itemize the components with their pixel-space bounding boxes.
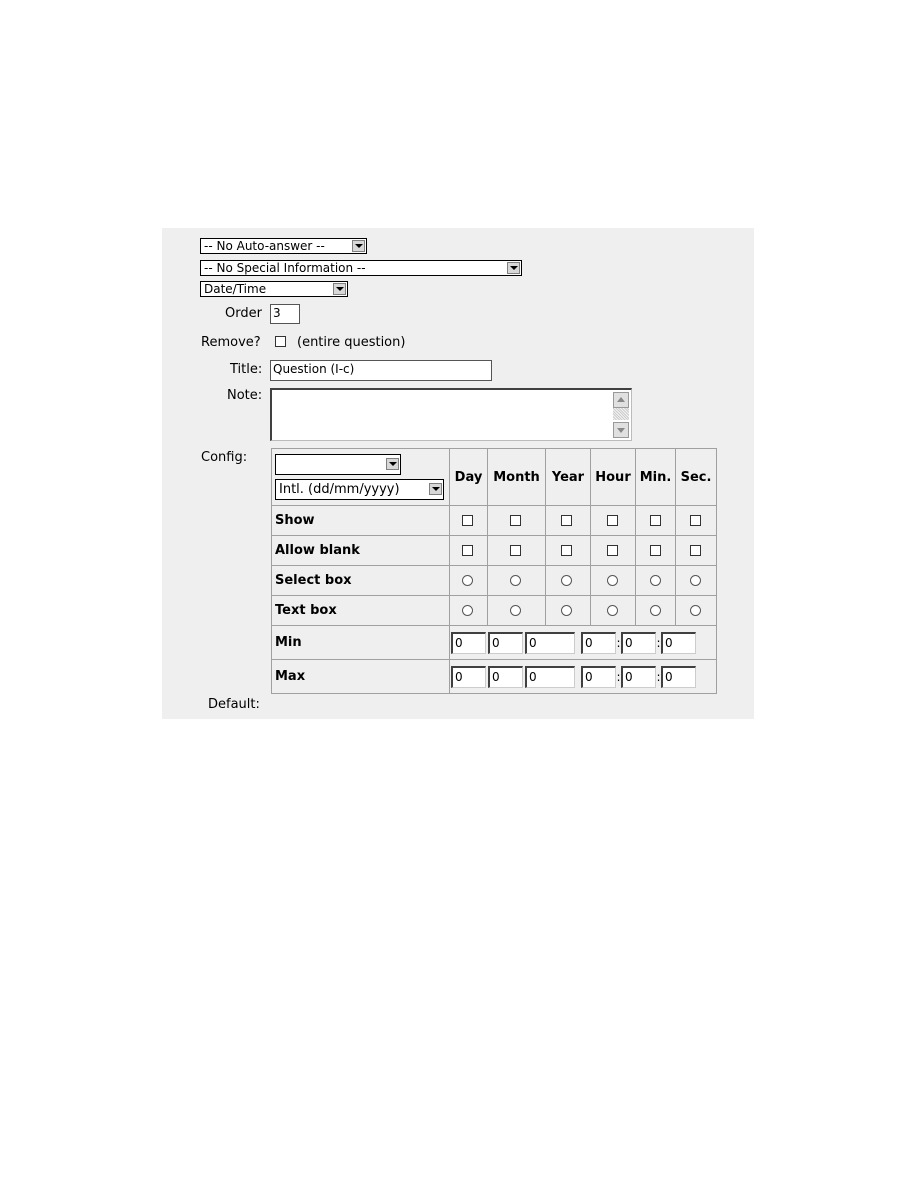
row-label-max: Max [272, 660, 450, 694]
scrollbar-track[interactable] [613, 408, 629, 420]
note-label: Note: [227, 388, 263, 403]
cell [591, 536, 636, 566]
cell [636, 566, 676, 596]
show-hour-checkbox[interactable] [607, 515, 618, 526]
note-textarea[interactable] [270, 388, 632, 441]
chevron-down-icon [507, 262, 520, 274]
row-show [272, 506, 717, 536]
textbox-year-radio[interactable] [561, 605, 572, 616]
min-values-cell [450, 626, 717, 660]
col-header-sec: Sec. [676, 449, 717, 506]
row-min [272, 626, 717, 660]
remove-checkbox[interactable] [275, 336, 286, 347]
show-sec-checkbox[interactable] [690, 515, 701, 526]
chevron-down-icon [352, 240, 365, 252]
blank-min-checkbox[interactable] [650, 545, 661, 556]
selectbox-day-radio[interactable] [462, 575, 473, 586]
time-separator: : [656, 635, 661, 650]
time-separator: : [656, 669, 661, 684]
blank-year-checkbox[interactable] [561, 545, 572, 556]
cell [636, 506, 676, 536]
auto-answer-select[interactable] [200, 238, 367, 254]
scroll-down-icon[interactable] [613, 422, 629, 438]
selectbox-min-radio[interactable] [650, 575, 661, 586]
auto-answer-value: -- No Auto-answer -- [204, 239, 325, 253]
question-type-value: Date/Time [204, 282, 267, 296]
blank-sec-checkbox[interactable] [690, 545, 701, 556]
cell [546, 506, 591, 536]
row-max [272, 660, 717, 694]
textbox-sec-radio[interactable] [690, 605, 701, 616]
blank-hour-checkbox[interactable] [607, 545, 618, 556]
row-label-show: Show [272, 506, 450, 536]
special-info-value: -- No Special Information -- [204, 261, 366, 275]
show-year-checkbox[interactable] [561, 515, 572, 526]
cell [591, 506, 636, 536]
max-values-cell [450, 660, 717, 694]
chevron-down-icon [429, 483, 442, 495]
remove-label: Remove? [201, 335, 261, 350]
col-header-month: Month [488, 449, 546, 506]
special-info-select[interactable] [200, 260, 522, 276]
row-label-allow-blank: Allow blank [272, 536, 450, 566]
col-header-min: Min. [636, 449, 676, 506]
cell [488, 536, 546, 566]
cell [450, 596, 488, 626]
textbox-day-radio[interactable] [462, 605, 473, 616]
cell [488, 566, 546, 596]
selectbox-month-radio[interactable] [510, 575, 521, 586]
show-min-checkbox[interactable] [650, 515, 661, 526]
cell [488, 506, 546, 536]
cell [450, 536, 488, 566]
min-month-input[interactable]: 0 [488, 632, 523, 654]
cell [546, 596, 591, 626]
time-separator: : [616, 669, 621, 684]
textbox-min-radio[interactable] [650, 605, 661, 616]
time-separator: : [616, 635, 621, 650]
config-label: Config: [201, 450, 248, 465]
config-top-select[interactable] [275, 454, 401, 475]
show-month-checkbox[interactable] [510, 515, 521, 526]
max-day-input[interactable]: 0 [451, 666, 486, 688]
cell [676, 596, 717, 626]
scroll-up-icon[interactable] [613, 392, 629, 408]
date-format-select[interactable] [275, 479, 444, 500]
max-year-input[interactable]: 0 [525, 666, 575, 688]
date-format-value: Intl. (dd/mm/yyyy) [279, 482, 400, 497]
max-second-input[interactable]: 0 [661, 666, 696, 688]
max-month-input[interactable]: 0 [488, 666, 523, 688]
cell [450, 506, 488, 536]
textbox-month-radio[interactable] [510, 605, 521, 616]
selectbox-year-radio[interactable] [561, 575, 572, 586]
cell [676, 566, 717, 596]
min-year-input[interactable]: 0 [525, 632, 575, 654]
row-label-select-box: Select box [272, 566, 450, 596]
cell [546, 536, 591, 566]
cell [676, 536, 717, 566]
cell [591, 596, 636, 626]
cell [546, 566, 591, 596]
cell [591, 566, 636, 596]
textbox-hour-radio[interactable] [607, 605, 618, 616]
min-hour-input[interactable]: 0 [581, 632, 616, 654]
order-label: Order [225, 306, 262, 321]
max-hour-input[interactable]: 0 [581, 666, 616, 688]
question-type-select[interactable] [200, 281, 348, 297]
chevron-down-icon [333, 283, 346, 295]
cell [636, 596, 676, 626]
selectbox-sec-radio[interactable] [690, 575, 701, 586]
max-minute-input[interactable]: 0 [621, 666, 656, 688]
selectbox-hour-radio[interactable] [607, 575, 618, 586]
col-header-day: Day [450, 449, 488, 506]
row-label-min: Min [272, 626, 450, 660]
cell [488, 596, 546, 626]
default-label: Default: [208, 697, 260, 712]
config-selects-cell [272, 449, 450, 506]
show-day-checkbox[interactable] [462, 515, 473, 526]
col-header-year: Year [546, 449, 591, 506]
blank-day-checkbox[interactable] [462, 545, 473, 556]
col-header-hour: Hour [591, 449, 636, 506]
blank-month-checkbox[interactable] [510, 545, 521, 556]
min-second-input[interactable]: 0 [661, 632, 696, 654]
config-table [271, 448, 717, 694]
cell [636, 536, 676, 566]
chevron-down-icon [386, 458, 399, 470]
cell [450, 566, 488, 596]
row-select-box [272, 566, 717, 596]
remove-note: (entire question) [297, 335, 406, 350]
title-label: Title: [230, 362, 263, 377]
row-allow-blank [272, 536, 717, 566]
row-label-text-box: Text box [272, 596, 450, 626]
row-text-box [272, 596, 717, 626]
cell [676, 506, 717, 536]
min-minute-input[interactable]: 0 [621, 632, 656, 654]
order-input[interactable]: 3 [270, 304, 300, 324]
title-input[interactable]: Question (I-c) [270, 360, 492, 381]
min-day-input[interactable]: 0 [451, 632, 486, 654]
